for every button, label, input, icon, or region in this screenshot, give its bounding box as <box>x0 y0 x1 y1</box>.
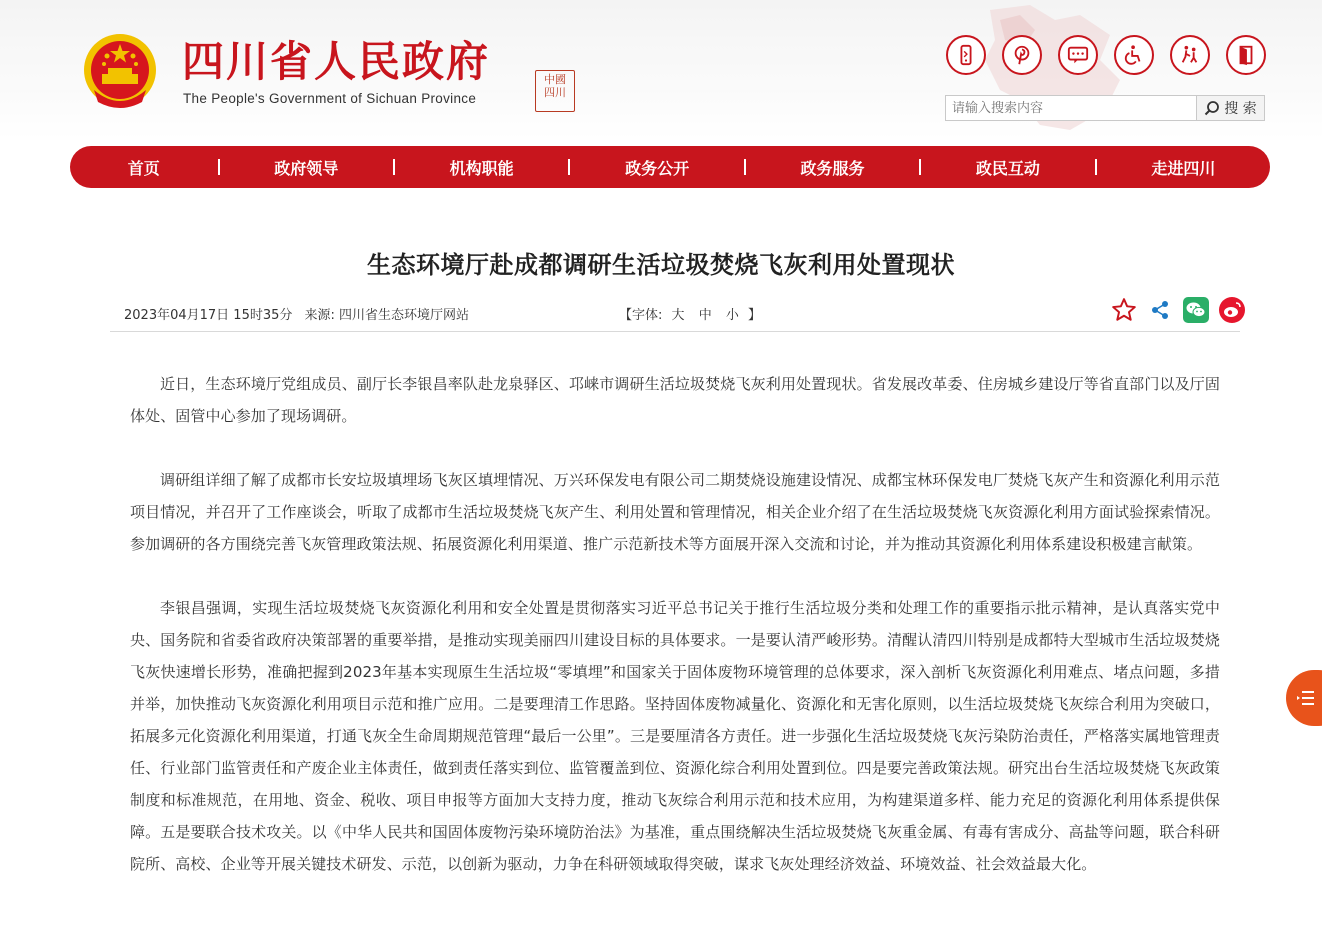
favorite-icon[interactable] <box>1110 296 1138 324</box>
china-seal-logo: 中國 四川 <box>535 70 575 112</box>
nav-home[interactable]: 首页 <box>127 158 160 178</box>
font-size-selector <box>619 304 761 323</box>
share-icon[interactable] <box>1146 296 1174 324</box>
nav-government-affairs[interactable]: 政务公开 <box>625 158 690 178</box>
article-paragraph: 调研组详细了解了成都市长安垃圾填埋场飞灰区填埋情况、万兴环保发电有限公司二期焚烧设施建设情况、成都宝林环保发电厂焚烧飞灰产生和资源化利用示范项目情况，并召开了工作座谈会，听取了成都市生活垃圾焚烧飞灰产生、利用处置和管理情况，相关企业介绍了在生活垃圾焚烧飞灰资源化利用方面试验探索情况。参加调研的各方围绕完善飞灰管理政策法规、拓展资源化利用渠道、推广示范新技术等方面展开深入交流和讨论，并为推动其资源化利用体系建设积极建言献策。 <box>130 471 1220 553</box>
publish-date: 2023年04月17日 15时35分 <box>124 308 293 323</box>
weibo-icon[interactable] <box>1218 296 1246 324</box>
font-size-label: 【字体: <box>619 308 663 323</box>
font-size-close: 】 <box>748 308 762 323</box>
font-size-medium[interactable]: 中 <box>698 308 712 323</box>
nav-government-services[interactable]: 政务服务 <box>800 158 865 178</box>
site-subtitle: The People's Government of Sichuan Province <box>183 91 477 106</box>
article-paragraph: 李银昌强调，实现生活垃圾焚烧飞灰资源化利用和安全处置是贯彻落实习近平总书记关于推行生活垃圾分类和处理工作的重要指示批示精神，是认真落实党中央、国务院和省委省政府决策部署的重要举措，是推动实现美丽四川建设目标的具体要求。一是要认清严峻形势。清醒认清四川特别是成都特大型城市生活垃圾焚烧飞灰快速增长形势，准确把握到2023年基本实现原生生活垃圾“零填埋”和国家关于固体废物环境管理的总体要求，深入剖析飞灰资源化利用难点、堵点问题，多措并举，加快推动飞灰资源化利用项目示范和推广应用。二是要理清工作思路。坚持固体废物减量化、资源化和无害化原则，以生活垃圾焚烧飞灰综合利用为突破口，拓展多元化资源化利用渠道，打通飞灰全生命周期规范管理“最后一公里”。三是要厘清各方责任。进一步强化生活垃圾焚烧飞灰污染防治责任，严格落实属地管理责任、行业部门监管责任和产废企业主体责任，做到责任落实到位、监管覆盖到位、资源化综合利用处置到位。四是要完善政策法规。研究出台生活垃圾焚烧飞灰政策制度和标准规范，在用地、资金、税收、项目申报等方面加大支持力度，推动飞灰综合利用示范和技术应用，为构建渠道多样、能力充足的资源化利用体系提供保障。五是要联合技术攻关。以《中华人民共和国固体废物污染环境防治法》为基准，重点围绕解决生活垃圾焚烧飞灰重金属、有毒有害成分、高盐等问题，联合科研院所、高校、企业等开展关键技术研发、示范，以创新为驱动，力争在科研领域取得突破，谋求飞灰处理经济效益、环境效益、社会效益最大化。 <box>130 599 1220 873</box>
site-header <box>0 0 1322 140</box>
article-source: 来源: 四川省生态环境厅网站 <box>304 308 470 323</box>
article-paragraph: 近日，生态环境厅党组成员、副厅长李银昌率队赴龙泉驿区、邛崃市调研生活垃圾焚烧飞灰利用处置现状。省发展改革委、住房城乡建设厅等省直部门以及厅固体处、固管中心参加了现场调研。 <box>130 375 1220 425</box>
site-title[interactable]: 四川省人民政府 <box>182 37 491 86</box>
article-title: 生态环境厅赴成都调研生活垃圾焚烧飞灰利用处置现状 <box>367 251 955 279</box>
search-button[interactable] <box>1196 96 1264 120</box>
nav-about-sichuan[interactable]: 走进四川 <box>1151 158 1216 178</box>
search-icon <box>1204 100 1220 116</box>
font-size-large[interactable]: 大 <box>671 308 685 323</box>
quick-access-icons <box>946 35 1266 75</box>
national-emblem-icon <box>80 30 160 112</box>
wechat-icon[interactable] <box>1182 296 1210 324</box>
nav-interaction[interactable]: 政民互动 <box>975 158 1040 178</box>
mobile-icon[interactable] <box>946 35 986 75</box>
article-body <box>130 368 1220 912</box>
search-bar <box>945 95 1265 121</box>
article-info <box>124 304 477 323</box>
search-input[interactable] <box>946 96 1196 120</box>
floating-menu-button[interactable] <box>1286 670 1322 726</box>
search-button-label: 搜 索 <box>1224 101 1257 117</box>
list-menu-icon <box>1296 689 1316 707</box>
main-nav <box>70 146 1270 188</box>
article-meta <box>110 294 1240 332</box>
logout-icon[interactable] <box>1226 35 1266 75</box>
accessibility-icon[interactable] <box>1114 35 1154 75</box>
font-size-small[interactable]: 小 <box>725 308 739 323</box>
message-icon[interactable] <box>1058 35 1098 75</box>
nav-government-leaders[interactable]: 政府领导 <box>274 158 339 178</box>
share-tools <box>1110 296 1246 324</box>
elder-care-icon[interactable] <box>1170 35 1210 75</box>
pinterest-icon[interactable] <box>1002 35 1042 75</box>
nav-institutions[interactable]: 机构职能 <box>449 158 514 178</box>
